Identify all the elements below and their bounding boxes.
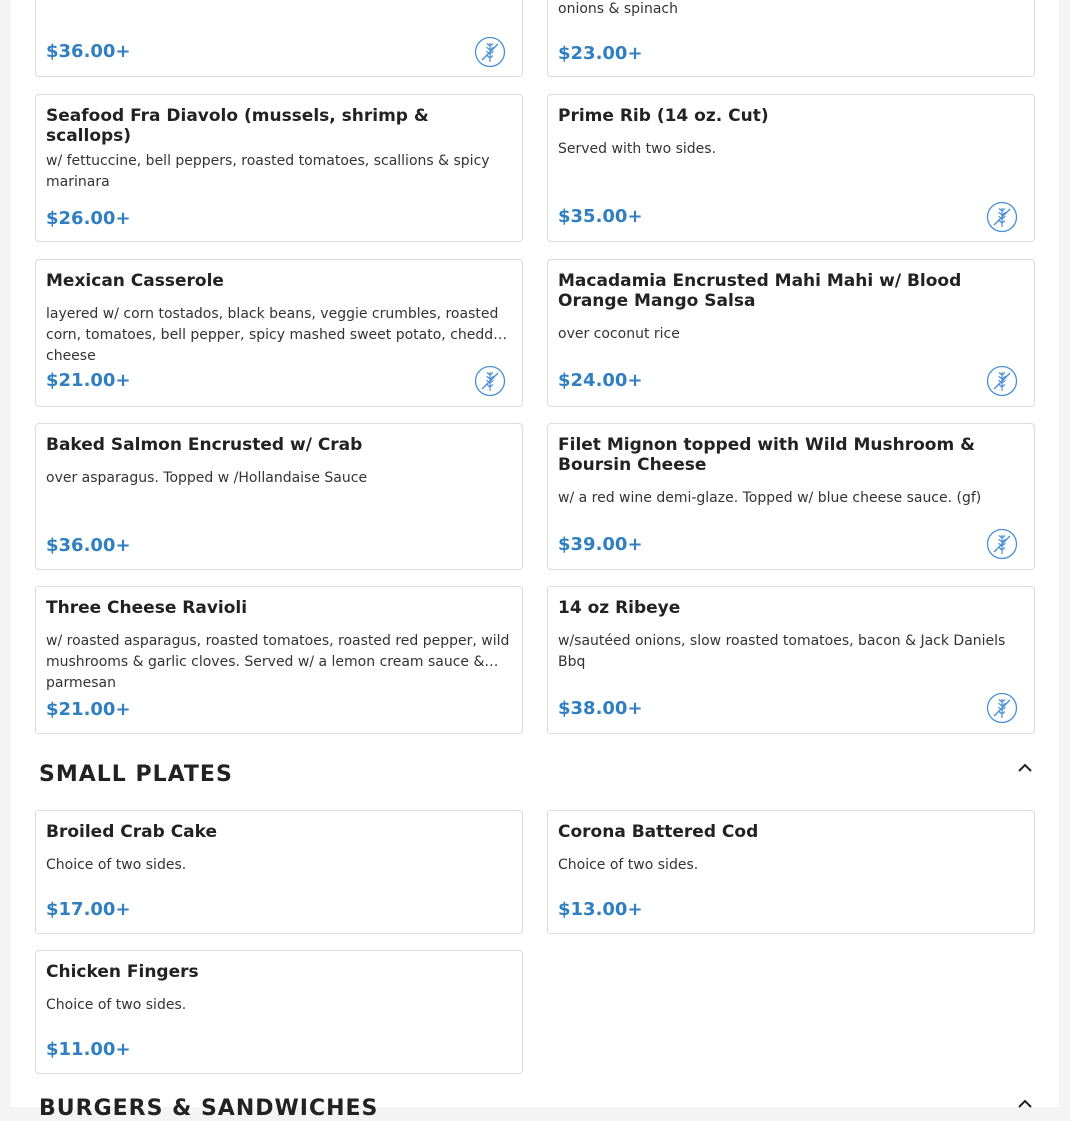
- item-description: w/ fettuccine, bell peppers, roasted tomatoes, scallions & spicy marinara: [46, 153, 490, 190]
- item-price: $17.00+: [46, 899, 131, 920]
- menu-item-card[interactable]: [547, 810, 1035, 934]
- item-name: Filet Mignon topped with Wild Mushroom & Boursin Cheese: [558, 435, 975, 475]
- menu-item-card[interactable]: [35, 423, 523, 570]
- menu-item-card[interactable]: [547, 0, 1035, 77]
- item-description: Served with two sides.: [558, 141, 717, 157]
- menu-item-card[interactable]: [35, 94, 523, 242]
- item-name: Mexican Casserole: [46, 271, 224, 291]
- item-description: layered w/ corn tostados, black beans, veggie crumbles, roasted corn, tomatoes, bell pepper, spicy mashed sweet potato, cheddar cheese: [46, 306, 508, 364]
- menu-item-card[interactable]: [35, 259, 523, 407]
- item-description: over asparagus. Topped w /Hollandaise Sauce: [46, 470, 368, 486]
- chevron-up-icon[interactable]: [1015, 761, 1035, 775]
- menu-item-card[interactable]: [35, 950, 523, 1074]
- gluten-free-icon: [474, 36, 506, 68]
- item-description: w/sautéed onions, slow roasted tomatoes, bacon & Jack Daniels Bbq: [558, 633, 1006, 670]
- item-price: $36.00+: [46, 535, 131, 556]
- item-price: $26.00+: [46, 208, 131, 229]
- item-name: Macadamia Encrusted Mahi Mahi w/ Blood Orange Mango Salsa: [558, 271, 962, 311]
- item-name: Seafood Fra Diavolo (mussels, shrimp & scallops): [46, 106, 429, 146]
- chevron-up-icon[interactable]: [1015, 1097, 1035, 1111]
- gluten-free-icon: [986, 528, 1018, 560]
- item-price: $39.00+: [558, 534, 643, 555]
- item-name: Three Cheese Ravioli: [46, 598, 248, 618]
- menu-item-card[interactable]: [547, 94, 1035, 242]
- item-description: Choice of two sides.: [46, 997, 187, 1013]
- item-name: Corona Battered Cod: [558, 822, 759, 842]
- item-price: $21.00+: [46, 699, 131, 720]
- item-description: over coconut rice: [558, 326, 680, 342]
- gluten-free-icon: [474, 365, 506, 397]
- item-name: Broiled Crab Cake: [46, 822, 218, 842]
- menu-item-card[interactable]: [35, 0, 523, 77]
- item-price: $36.00+: [46, 41, 131, 62]
- menu-item-card[interactable]: [547, 423, 1035, 570]
- item-price: $35.00+: [558, 206, 643, 227]
- menu-item-card[interactable]: [35, 810, 523, 934]
- menu-item-card[interactable]: [35, 586, 523, 734]
- menu-page: [11, 0, 1059, 1121]
- item-description: Choice of two sides.: [46, 857, 187, 873]
- item-description: onions & spinach: [558, 1, 678, 17]
- item-description: w/ a red wine demi-glaze. Topped w/ blue cheese sauce. (gf): [558, 490, 982, 506]
- item-price: $24.00+: [558, 370, 643, 391]
- section-title-burgers-sandwiches: BURGERS & SANDWICHES: [39, 1096, 379, 1121]
- item-description: Choice of two sides.: [558, 857, 699, 873]
- section-title-small-plates: SMALL PLATES: [39, 762, 233, 787]
- menu-item-card[interactable]: [547, 586, 1035, 734]
- item-price: $38.00+: [558, 698, 643, 719]
- gluten-free-icon: [986, 365, 1018, 397]
- item-price: $13.00+: [558, 899, 643, 920]
- item-price: $11.00+: [46, 1039, 131, 1060]
- item-name: Prime Rib (14 oz. Cut): [558, 106, 769, 126]
- item-description: w/ roasted asparagus, roasted tomatoes, roasted red pepper, wild mushrooms & garlic cloves. Served w/ a lemon cream sauce & parmesan: [46, 633, 510, 691]
- item-price: $21.00+: [46, 370, 131, 391]
- item-name: 14 oz Ribeye: [558, 598, 681, 618]
- item-name: Chicken Fingers: [46, 962, 199, 982]
- gluten-free-icon: [986, 692, 1018, 724]
- menu-item-card[interactable]: [547, 259, 1035, 407]
- item-name: Baked Salmon Encrusted w/ Crab: [46, 435, 363, 455]
- gluten-free-icon: [986, 201, 1018, 233]
- item-price: $23.00+: [558, 43, 643, 64]
